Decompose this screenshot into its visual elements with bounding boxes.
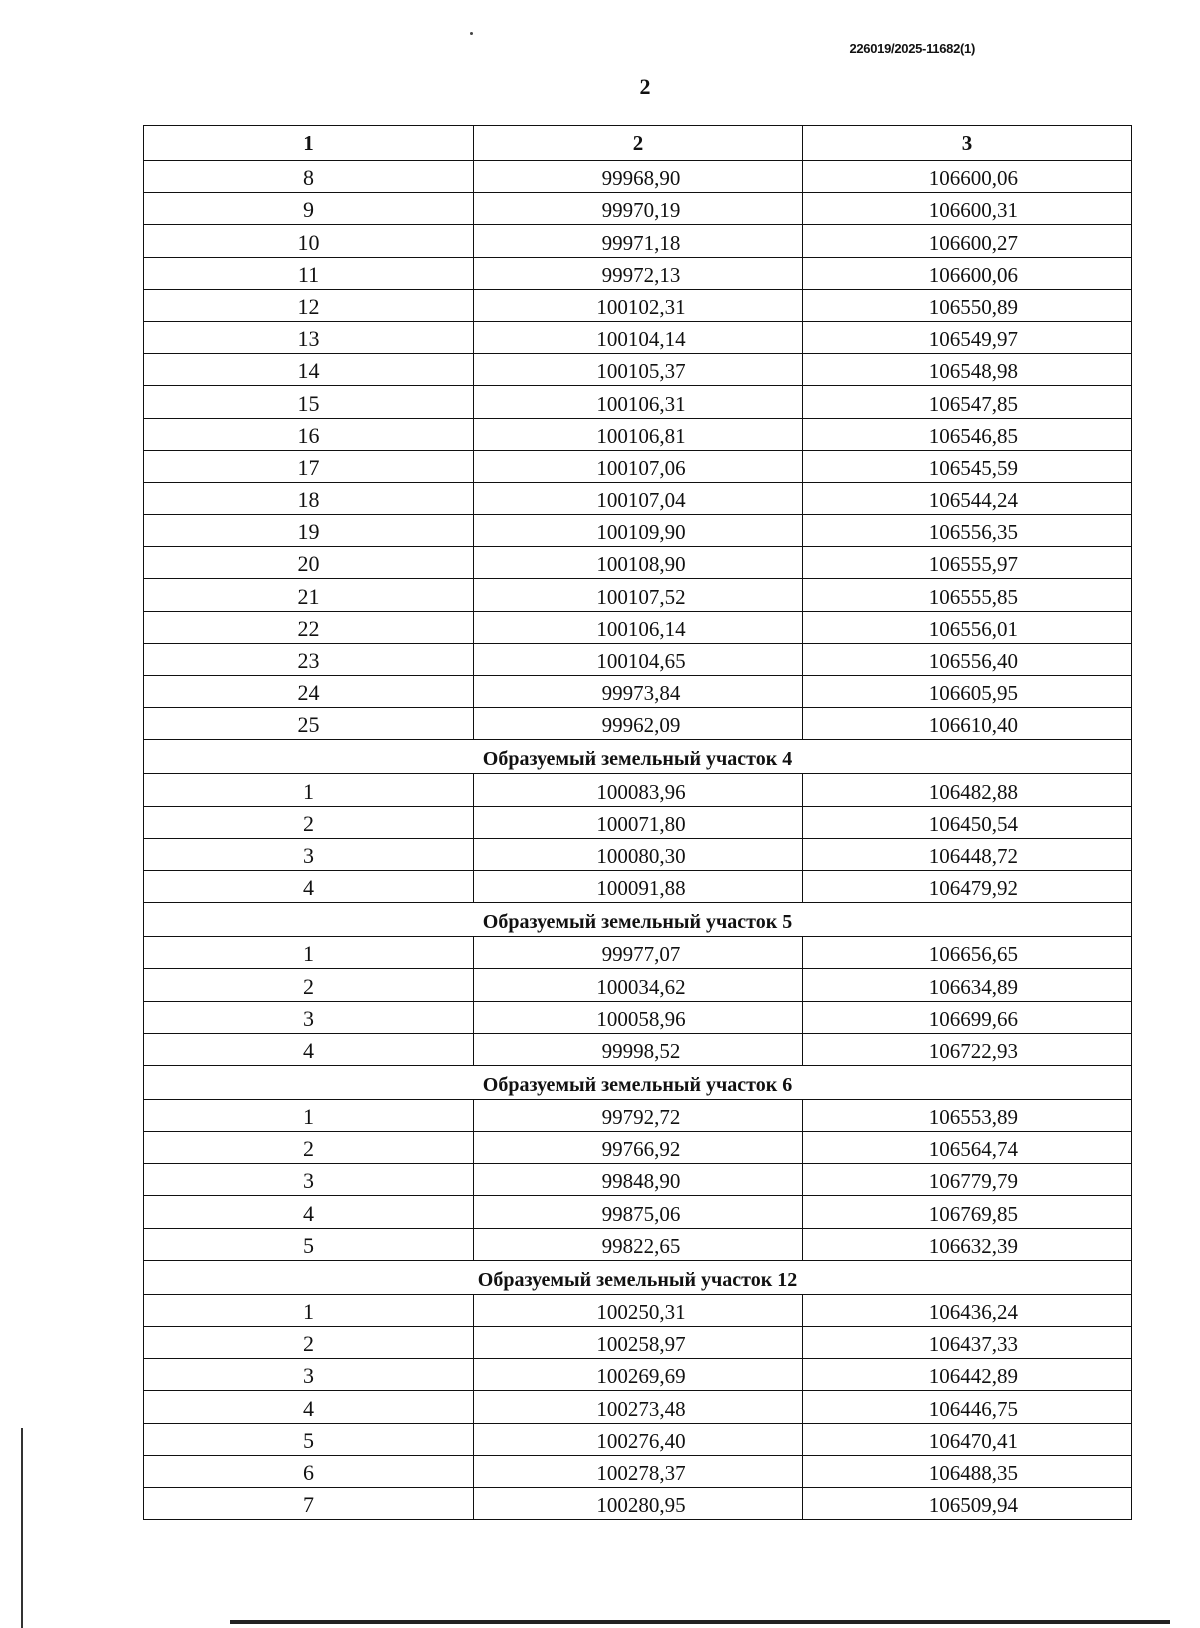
y-coordinate-cell: 106564,74 — [803, 1132, 1132, 1164]
y-coordinate-cell: 106547,85 — [803, 386, 1132, 418]
x-coordinate-cell: 100091,88 — [474, 870, 803, 902]
table-row — [144, 386, 1132, 418]
coordinates-table-body — [144, 126, 1132, 1520]
table-row — [144, 321, 1132, 353]
point-number-cell: 6 — [144, 1455, 474, 1487]
y-coordinate-cell: 106555,85 — [803, 579, 1132, 611]
table-row — [144, 870, 1132, 902]
point-number-cell: 1 — [144, 1294, 474, 1326]
x-coordinate-cell: 100276,40 — [474, 1423, 803, 1455]
table-row — [144, 450, 1132, 482]
table-row — [144, 1423, 1132, 1455]
section-title: Образуемый земельный участок 12 — [144, 1260, 1132, 1294]
x-coordinate-cell: 100106,81 — [474, 418, 803, 450]
x-coordinate-cell: 100034,62 — [474, 969, 803, 1001]
table-row — [144, 806, 1132, 838]
table-row — [144, 1033, 1132, 1065]
point-number-cell: 3 — [144, 838, 474, 870]
x-coordinate-cell: 99962,09 — [474, 708, 803, 740]
point-number-cell: 1 — [144, 1099, 474, 1131]
x-coordinate-cell: 100058,96 — [474, 1001, 803, 1033]
y-coordinate-cell: 106470,41 — [803, 1423, 1132, 1455]
point-number-cell: 3 — [144, 1164, 474, 1196]
point-number-cell: 2 — [144, 1132, 474, 1164]
table-row — [144, 774, 1132, 806]
point-number-cell: 1 — [144, 774, 474, 806]
y-coordinate-cell: 106549,97 — [803, 321, 1132, 353]
point-number-cell: 14 — [144, 354, 474, 386]
point-number-cell: 23 — [144, 643, 474, 675]
point-number-cell: 1 — [144, 937, 474, 969]
x-coordinate-cell: 100109,90 — [474, 515, 803, 547]
point-number-cell: 5 — [144, 1423, 474, 1455]
y-coordinate-cell: 106722,93 — [803, 1033, 1132, 1065]
x-coordinate-cell: 100108,90 — [474, 547, 803, 579]
x-coordinate-cell: 99792,72 — [474, 1099, 803, 1131]
table-row — [144, 1196, 1132, 1228]
y-coordinate-cell: 106448,72 — [803, 838, 1132, 870]
x-coordinate-cell: 100080,30 — [474, 838, 803, 870]
table-row — [144, 579, 1132, 611]
table-row — [144, 643, 1132, 675]
table-row — [144, 611, 1132, 643]
x-coordinate-cell: 100107,52 — [474, 579, 803, 611]
point-number-cell: 3 — [144, 1001, 474, 1033]
x-coordinate-cell: 99875,06 — [474, 1196, 803, 1228]
section-title: Образуемый земельный участок 4 — [144, 740, 1132, 774]
document-number: 226019/2025-11682(1) — [849, 41, 975, 56]
x-coordinate-cell: 100102,31 — [474, 289, 803, 321]
scan-edge-bottom — [230, 1620, 1170, 1624]
x-coordinate-cell: 100083,96 — [474, 774, 803, 806]
x-coordinate-cell: 100107,06 — [474, 450, 803, 482]
table-row — [144, 969, 1132, 1001]
x-coordinate-cell: 99972,13 — [474, 257, 803, 289]
y-coordinate-cell: 106610,40 — [803, 708, 1132, 740]
y-coordinate-cell: 106450,54 — [803, 806, 1132, 838]
table-row — [144, 1487, 1132, 1519]
y-coordinate-cell: 106556,01 — [803, 611, 1132, 643]
page-number: 2 — [639, 74, 651, 99]
section-title: Образуемый земельный участок 5 — [144, 903, 1132, 937]
point-number-cell: 17 — [144, 450, 474, 482]
y-coordinate-cell: 106600,31 — [803, 193, 1132, 225]
x-coordinate-cell: 100273,48 — [474, 1391, 803, 1423]
scan-speck — [470, 32, 473, 35]
x-coordinate-cell: 100278,37 — [474, 1455, 803, 1487]
table-row — [144, 1455, 1132, 1487]
y-coordinate-cell: 106479,92 — [803, 870, 1132, 902]
point-number-cell: 9 — [144, 193, 474, 225]
section-title-row — [144, 740, 1132, 774]
point-number-cell: 25 — [144, 708, 474, 740]
y-coordinate-cell: 106632,39 — [803, 1228, 1132, 1260]
x-coordinate-cell: 100104,65 — [474, 643, 803, 675]
x-coordinate-cell: 100280,95 — [474, 1487, 803, 1519]
point-number-cell: 11 — [144, 257, 474, 289]
y-coordinate-cell: 106600,06 — [803, 257, 1132, 289]
y-coordinate-cell: 106600,27 — [803, 225, 1132, 257]
y-coordinate-cell: 106699,66 — [803, 1001, 1132, 1033]
y-coordinate-cell: 106555,97 — [803, 547, 1132, 579]
table-row — [144, 676, 1132, 708]
point-number-cell: 19 — [144, 515, 474, 547]
point-number-cell: 4 — [144, 1033, 474, 1065]
y-coordinate-cell: 106509,94 — [803, 1487, 1132, 1519]
scan-edge-left — [21, 1428, 23, 1628]
table-row — [144, 1001, 1132, 1033]
table-row — [144, 1164, 1132, 1196]
x-coordinate-cell: 99848,90 — [474, 1164, 803, 1196]
point-number-cell: 16 — [144, 418, 474, 450]
header-cell-3: 3 — [803, 126, 1132, 161]
y-coordinate-cell: 106556,40 — [803, 643, 1132, 675]
x-coordinate-cell: 99822,65 — [474, 1228, 803, 1260]
y-coordinate-cell: 106634,89 — [803, 969, 1132, 1001]
table-row — [144, 225, 1132, 257]
y-coordinate-cell: 106446,75 — [803, 1391, 1132, 1423]
section-title-row — [144, 1260, 1132, 1294]
y-coordinate-cell: 106442,89 — [803, 1359, 1132, 1391]
point-number-cell: 3 — [144, 1359, 474, 1391]
point-number-cell: 10 — [144, 225, 474, 257]
y-coordinate-cell: 106769,85 — [803, 1196, 1132, 1228]
point-number-cell: 2 — [144, 969, 474, 1001]
table-row — [144, 708, 1132, 740]
point-number-cell: 20 — [144, 547, 474, 579]
header-cell-2: 2 — [474, 126, 803, 161]
x-coordinate-cell: 99998,52 — [474, 1033, 803, 1065]
x-coordinate-cell: 100106,31 — [474, 386, 803, 418]
table-row — [144, 1359, 1132, 1391]
table-row — [144, 1132, 1132, 1164]
y-coordinate-cell: 106546,85 — [803, 418, 1132, 450]
y-coordinate-cell: 106436,24 — [803, 1294, 1132, 1326]
x-coordinate-cell: 99970,19 — [474, 193, 803, 225]
table-row — [144, 1391, 1132, 1423]
x-coordinate-cell: 100269,69 — [474, 1359, 803, 1391]
table-row — [144, 937, 1132, 969]
x-coordinate-cell: 100104,14 — [474, 321, 803, 353]
coordinates-table — [143, 125, 1132, 1520]
section-title-row — [144, 1065, 1132, 1099]
x-coordinate-cell: 100258,97 — [474, 1327, 803, 1359]
table-row — [144, 547, 1132, 579]
y-coordinate-cell: 106545,59 — [803, 450, 1132, 482]
y-coordinate-cell: 106548,98 — [803, 354, 1132, 386]
y-coordinate-cell: 106656,65 — [803, 937, 1132, 969]
header-cell-1: 1 — [144, 126, 474, 161]
y-coordinate-cell: 106605,95 — [803, 676, 1132, 708]
table-row — [144, 418, 1132, 450]
point-number-cell: 22 — [144, 611, 474, 643]
point-number-cell: 13 — [144, 321, 474, 353]
point-number-cell: 2 — [144, 806, 474, 838]
y-coordinate-cell: 106550,89 — [803, 289, 1132, 321]
point-number-cell: 7 — [144, 1487, 474, 1519]
x-coordinate-cell: 99977,07 — [474, 937, 803, 969]
point-number-cell: 24 — [144, 676, 474, 708]
point-number-cell: 4 — [144, 1391, 474, 1423]
point-number-cell: 2 — [144, 1327, 474, 1359]
table-row — [144, 193, 1132, 225]
x-coordinate-cell: 99971,18 — [474, 225, 803, 257]
y-coordinate-cell: 106482,88 — [803, 774, 1132, 806]
table-row — [144, 1099, 1132, 1131]
y-coordinate-cell: 106556,35 — [803, 515, 1132, 547]
y-coordinate-cell: 106544,24 — [803, 482, 1132, 514]
table-row — [144, 1228, 1132, 1260]
table-row — [144, 257, 1132, 289]
point-number-cell: 4 — [144, 1196, 474, 1228]
section-title: Образуемый земельный участок 6 — [144, 1065, 1132, 1099]
x-coordinate-cell: 100107,04 — [474, 482, 803, 514]
x-coordinate-cell: 100071,80 — [474, 806, 803, 838]
point-number-cell: 4 — [144, 870, 474, 902]
table-row — [144, 1294, 1132, 1326]
x-coordinate-cell: 100106,14 — [474, 611, 803, 643]
point-number-cell: 12 — [144, 289, 474, 321]
table-row — [144, 482, 1132, 514]
x-coordinate-cell: 100105,37 — [474, 354, 803, 386]
table-row — [144, 354, 1132, 386]
table-row — [144, 838, 1132, 870]
y-coordinate-cell: 106437,33 — [803, 1327, 1132, 1359]
y-coordinate-cell: 106600,06 — [803, 161, 1132, 193]
x-coordinate-cell: 99968,90 — [474, 161, 803, 193]
y-coordinate-cell: 106488,35 — [803, 1455, 1132, 1487]
y-coordinate-cell: 106553,89 — [803, 1099, 1132, 1131]
table-row — [144, 515, 1132, 547]
table-row — [144, 1327, 1132, 1359]
point-number-cell: 8 — [144, 161, 474, 193]
x-coordinate-cell: 100250,31 — [474, 1294, 803, 1326]
x-coordinate-cell: 99766,92 — [474, 1132, 803, 1164]
y-coordinate-cell: 106779,79 — [803, 1164, 1132, 1196]
point-number-cell: 21 — [144, 579, 474, 611]
x-coordinate-cell: 99973,84 — [474, 676, 803, 708]
point-number-cell: 18 — [144, 482, 474, 514]
point-number-cell: 15 — [144, 386, 474, 418]
table-row — [144, 161, 1132, 193]
table-row — [144, 289, 1132, 321]
section-title-row — [144, 903, 1132, 937]
table-header-row — [144, 126, 1132, 161]
point-number-cell: 5 — [144, 1228, 474, 1260]
